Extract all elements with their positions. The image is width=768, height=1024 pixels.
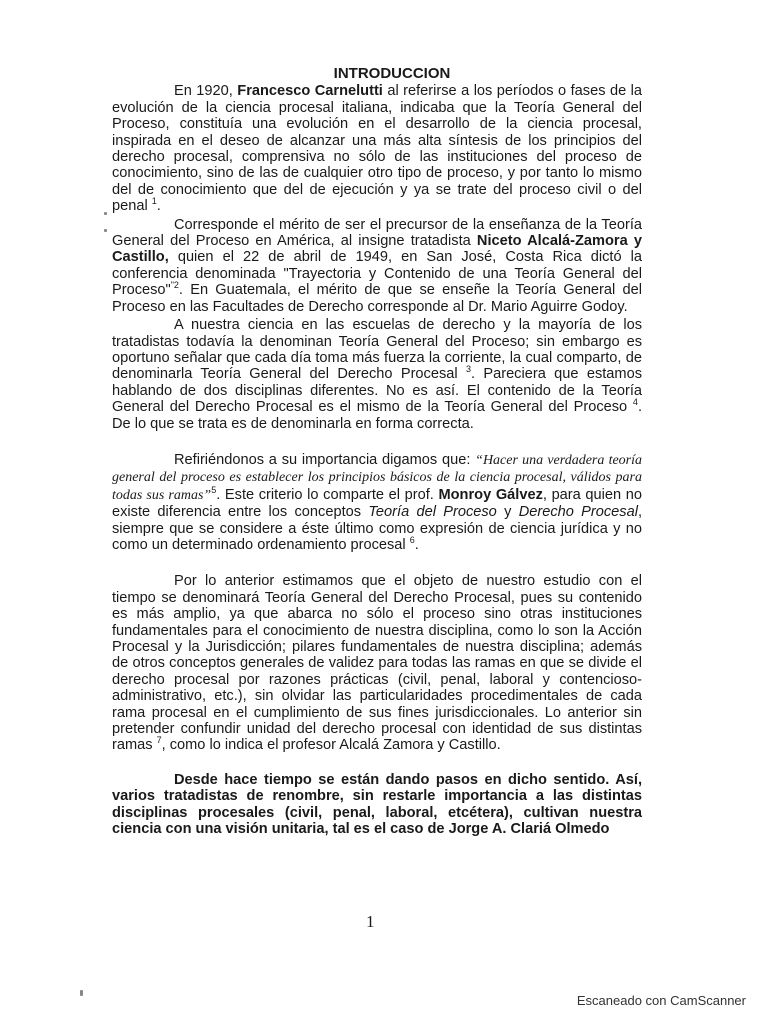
p1-text: al referirse a los períodos o fases de la evolución de la ciencia procesal italiana, indicaba que la Teoría General del Proceso, constituía una evolución en el desarrollo de la ciencia procesal, inspirada en el deseo de alcanzar una más alta síntesis de los principios del derecho procesal, comprensiva no sólo de las instituciones del proceso de conocimiento, sino de las de cualquier otro tipo de proceso, y por tanto lo mismo del de conocimiento que del de ejecución y ya se trate del proceso civil o del penal xyxy=(112,83,643,215)
p2-mid: quien el 22 de abril de 1949, en San José, Costa Rica dictó la conferencia denominada "Trayectoria y Contenido de una Teoría General del Proceso" xyxy=(112,249,642,299)
footnote-ref-5: 5 xyxy=(211,484,217,495)
p6-author: Jorge A. Clariá Olmedo xyxy=(448,821,610,838)
p4-concept-1: Teoría del Proceso xyxy=(368,504,497,521)
p3-text: A nuestra ciencia en las escuelas de derecho y la mayoría de los tratadistas todavía la denominan Teoría General del Proceso; sin embargo es oportuno señalar que cada día toma más fuerza la corriente, la cual comparto, de denominarla Teoría General del Derecho Procesal xyxy=(112,317,642,383)
p5-text: Por lo anterior estimamos que el objeto de nuestro estudio con el tiempo se denominará Teoría General del Derecho Procesal, pues su contenido es más amplio, ya que abarca no sólo el proceso sino otras instituciones fundamentales para el conocimiento de nuestra disciplina, como lo son la Acción Procesal y la Jurisdicción; pilares fundamentales de nuestra disciplina; además de otros conceptos generales de validez para todas las ramas en que se divide el derecho procesal por razones prácticas (civil, penal, laboral y contencioso- administrativo, etc.), sin olvidar las particularidades procedimentales de cada rama procesal en el cumplimiento de sus fines jurisdiccionales. Lo anterior sin pretender confundir unidad del derecho procesal con identidad de sus distintas ramas xyxy=(112,573,642,754)
p3-mid: . Pareciera que estamos hablando de dos disciplinas diferentes. No es así. El contenido de la Teoría General del Derecho Procesal es el mismo de la Teoría General del Proceso xyxy=(112,366,642,416)
paragraph-4 xyxy=(112,452,642,553)
p4-mid3: y xyxy=(496,504,519,521)
paragraph-2 xyxy=(112,217,642,315)
p1-author: Francesco Carnelutti xyxy=(237,83,383,100)
document-body xyxy=(112,66,642,837)
paragraph-3 xyxy=(112,317,642,432)
p4-mid2: , para quien no existe diferencia entre los conceptos xyxy=(112,486,642,521)
p2-end: . En Guatemala, el mérito de que se enseñe la Teoría General del Proceso en las Facultades de Derecho corresponde al Dr. Mario Aguirre Godoy. xyxy=(112,282,642,315)
p5-end: , como lo indica el profesor Alcalá Zamora y Castillo. xyxy=(161,737,501,754)
footnote-ref-4: 4 xyxy=(632,397,638,408)
page-number: 1 xyxy=(366,912,375,931)
p4-end: , siempre que se considere a éste último como expresión de ciencia jurídica y no como un determinado ordenamiento procesal xyxy=(112,504,643,553)
p2-author: Niceto Alcalá-Zamora y Castillo, xyxy=(112,233,642,266)
footnote-ref-6: 6 xyxy=(409,535,415,546)
scan-speck xyxy=(104,212,107,215)
footnote-ref-1: 1 xyxy=(151,196,157,207)
paragraph-6 xyxy=(112,772,642,838)
page-title: INTRODUCCION xyxy=(333,65,451,82)
scan-speck xyxy=(80,990,83,996)
scanner-watermark: Escaneado con CamScanner xyxy=(576,993,746,1008)
paragraph-5 xyxy=(112,573,642,753)
p4-lead: Refiriéndonos a su importancia digamos que: xyxy=(174,451,476,468)
footnote-ref-2: "2 xyxy=(170,280,179,291)
scan-speck xyxy=(104,229,107,232)
p4-concept-2: Derecho Procesal xyxy=(518,504,638,521)
p2-lead: Corresponde el mérito de ser el precursor de la enseñanza de la Teoría General del Proceso en América, al insigne tratadista xyxy=(112,216,642,250)
paragraph-1 xyxy=(112,83,642,214)
p4-author: Monroy Gálvez xyxy=(438,486,543,503)
p4-mid1: . Este criterio lo comparte el prof. xyxy=(216,486,439,503)
footnote-ref-3: 3 xyxy=(465,364,471,375)
p4-quote: “Hacer una verdadera teoría general del proceso es establecer los principios básicos de la ciencia procesal, válidos para todas sus ramas” xyxy=(112,452,643,503)
p4-tail: . xyxy=(414,536,419,553)
p1-end: . xyxy=(156,198,161,215)
p3-end: . De lo que se trata es de denominarla en forma correcta. xyxy=(112,399,642,432)
p1-lead: En 1920, xyxy=(174,83,238,100)
p6-text: Desde hace tiempo se están dando pasos en dicho sentido. Así, varios tratadistas de renombre, sin restarle importancia a las distintas disciplinas procesales (civil, penal, laboral, etcétera), cultivan nuestra ciencia con una visión unitaria, tal es el caso de xyxy=(112,771,642,838)
footnote-ref-7: 7 xyxy=(156,735,162,746)
